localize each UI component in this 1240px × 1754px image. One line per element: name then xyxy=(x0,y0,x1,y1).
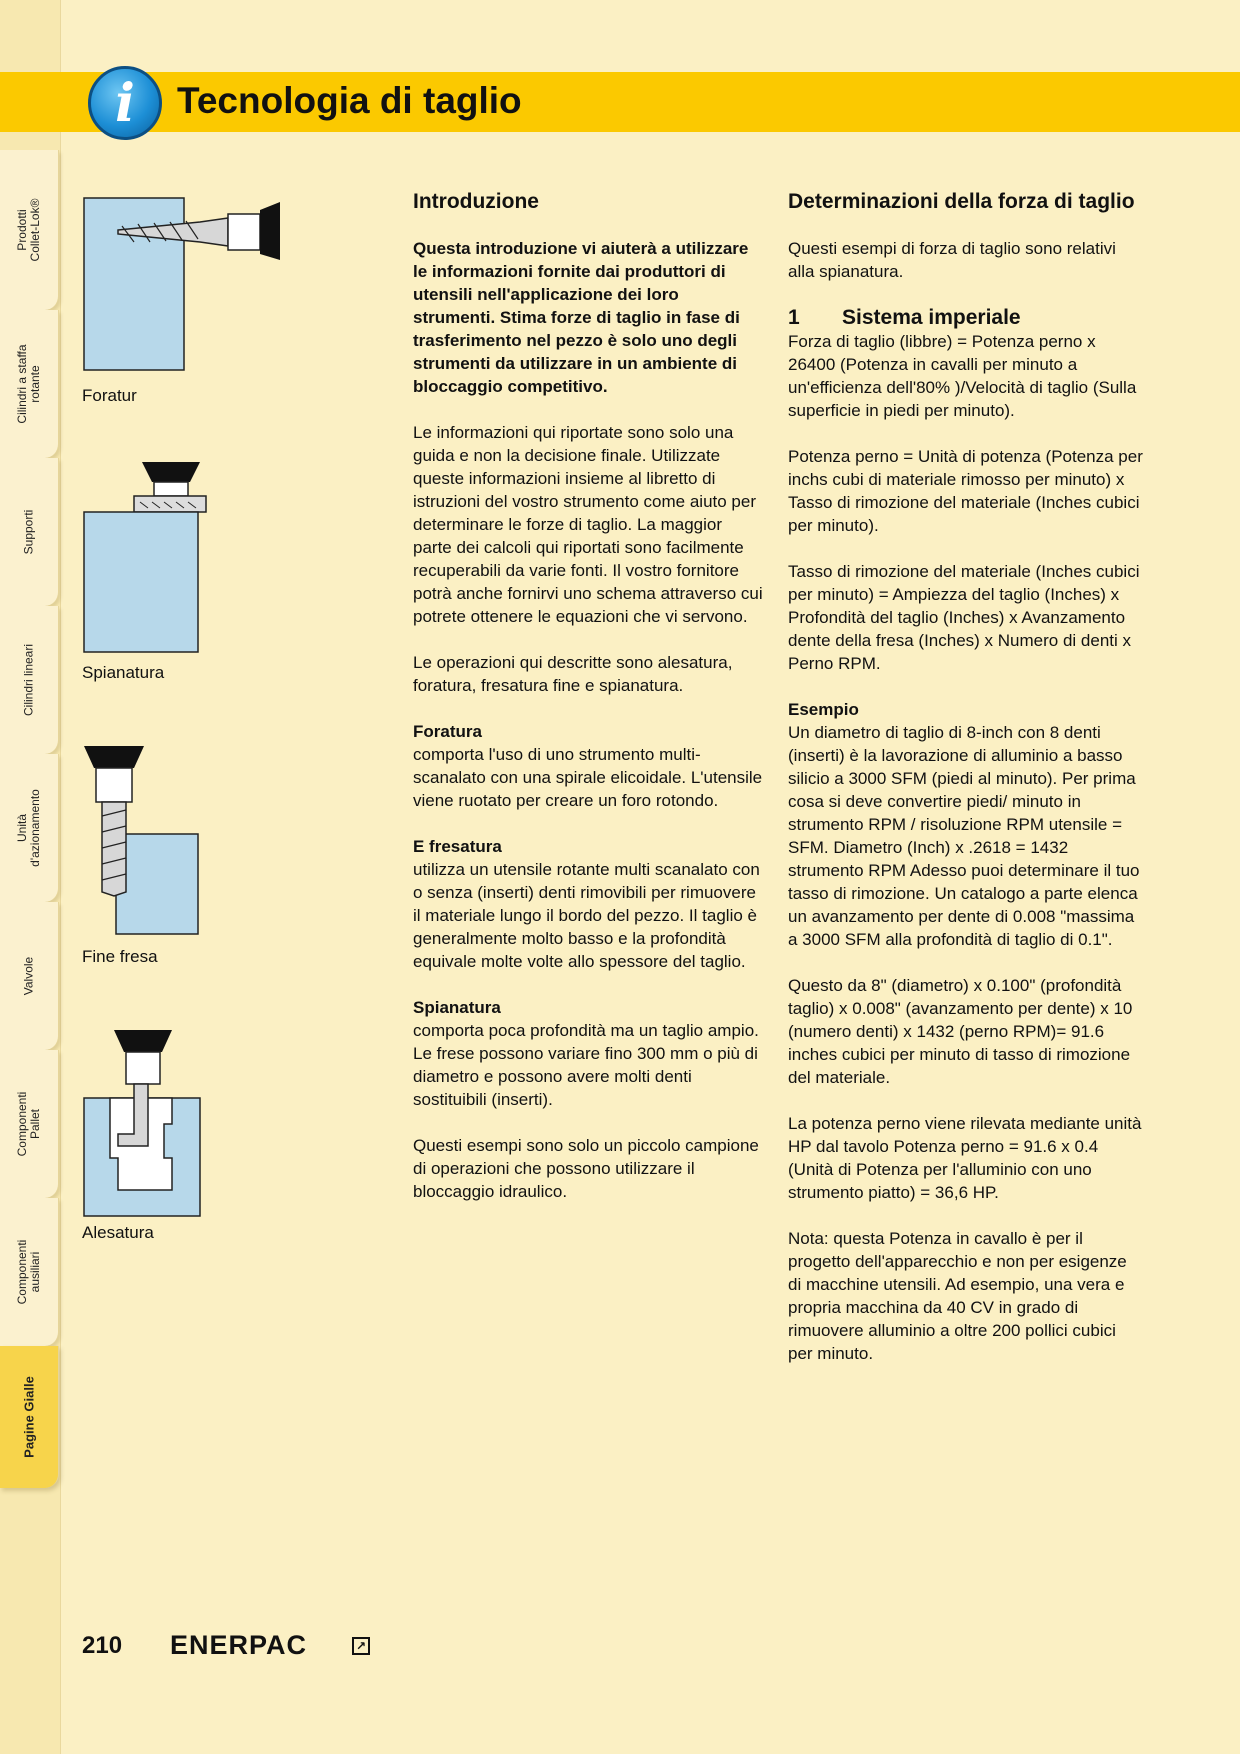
intro-paragraph: Le informazioni qui riportate sono solo una guida e non la decisione finale. Utilizzate queste informazioni insieme al libretto di istruzioni del vostro strumento come aiuto per determinare le forze di taglio. La maggior parte dei calcoli qui riportati sono facilmente recuperabili da varie fonti. Il vostro fornitore potrà anche fornirvi uno schema attraverso cui potrete ottenere le equazioni che vi servono. xyxy=(413,423,763,626)
facing-illustration xyxy=(82,460,222,655)
introduction-column xyxy=(413,190,763,1226)
tab-label: Cilindri a staffa rotante xyxy=(15,344,42,424)
tab-cilindri-lineari[interactable] xyxy=(0,606,59,754)
cutting-force-intro: Questi esempi di forza di taglio sono relativi alla spianatura. xyxy=(788,239,1116,281)
introduction-heading: Introduzione xyxy=(413,190,539,213)
example-text: Un diametro di taglio di 8-inch con 8 denti (inserti) è la lavorazione di alluminio a basso silicio a 3000 SFM (piedi al minuto). Per prima cosa si deve convertire piedi/ minuto in strumento RPM / risoluzione RPM utensile = SFM. Diametro (Inch) x .2618 = 1432 strumento RPM Adesso puoi determinare il tuo tasso di rimozione. Un catalogo a parte elenca un avanzamento per dente di 0.008 "massima a 3000 SFM alla profondità di taglio di 0.1". xyxy=(788,723,1140,949)
tab-strip-divider xyxy=(60,0,61,1754)
tab-pagine-gialle[interactable] xyxy=(0,1346,59,1488)
label-fine-fresa: Fine fresa xyxy=(82,947,158,966)
tab-prodotti-collet-lok[interactable] xyxy=(0,150,59,310)
spianatura-text: comporta poca profondità ma un taglio ampio. Le frese possono variare fino 300 mm o più di diametro e possono avere molti denti sostituibili (inserti). xyxy=(413,1021,759,1109)
spindle-power-result: La potenza perno viene rilevata mediante unità HP dal tavolo Potenza perno = 91.6 x 0.4 (Unità di Potenza per l'alluminio con uno strumento piatto) = 36,6 HP. xyxy=(788,1114,1142,1202)
boring-illustration xyxy=(82,1028,207,1220)
tab-label: Prodotti Collet-Lok® xyxy=(15,198,42,262)
section-title: Sistema imperiale xyxy=(842,306,1021,329)
removal-rate-formula: Tasso di rimozione del materiale (Inches cubici per minuto) = Ampiezza del taglio (Inches) x Profondità del taglio (Inches) x Avanzamento dente della fresa (Inches) x Numero di denti x Perno RPM. xyxy=(788,562,1140,673)
tab-label: Valvole xyxy=(21,956,36,996)
cutting-force-formula: Forza di taglio (libbre) = Potenza perno x 26400 (Potenza in cavalli per minuto a un'efficienza dell'80% )/Velocità di taglio (Sulla superficie in piedi per minuto). xyxy=(788,332,1137,420)
tab-supporti[interactable] xyxy=(0,458,59,606)
fresatura-title: E fresatura xyxy=(413,837,502,856)
tab-componenti-pallet[interactable] xyxy=(0,1050,59,1198)
example-section xyxy=(788,698,1143,951)
info-icon: i xyxy=(88,66,162,140)
note-paragraph: Nota: questa Potenza in cavallo è per il progetto dell'apparecchio e non per esigenze di macchine utensili. Ad esempio, una vera e propria macchina da 40 CV in grado di rimuovere alluminio a oltre 200 pollici cubici per minuto. xyxy=(788,1229,1127,1363)
fresatura-section xyxy=(413,835,763,973)
fresatura-text: utilizza un utensile rotante multi scanalato con o senza (inserti) denti rimovibili per rimuovere il materiale lungo il bordo del pezzo. Il taglio è generalmente molto basso e la profondità equivale molte volte allo spessore del taglio. xyxy=(413,860,760,971)
tab-label: Componenti ausiliari xyxy=(15,1239,42,1305)
cutting-force-heading: Determinazioni della forza di taglio xyxy=(788,190,1135,213)
tab-componenti-ausiliari[interactable] xyxy=(0,1198,59,1346)
cutting-force-column xyxy=(788,190,1143,1388)
enerpac-logo: ENERPAC xyxy=(170,1630,308,1660)
example-title: Esempio xyxy=(788,700,859,719)
foratura-text: comporta l'uso di uno strumento multi-scanalato con una spirale elicoidale. L'utensile viene ruotato per creare un foro rotondo. xyxy=(413,745,763,810)
section-number: 1 xyxy=(788,306,800,329)
spianatura-section xyxy=(413,996,763,1111)
drilling-illustration xyxy=(82,196,282,371)
external-link-icon: ↗ xyxy=(352,1637,370,1655)
tab-cilindri-staffa-rotante[interactable] xyxy=(0,310,59,458)
label-spianatura: Spianatura xyxy=(82,663,165,682)
page-number: 210 xyxy=(82,1632,123,1659)
example-calculation: Questo da 8" (diametro) x 0.100" (profondità taglio) x 0.008" (avanzamento per dente) x 10 (numero denti) x 1432 (perno RPM)= 91.6 inches cubici per minuto di tasso di rimozione del materiale. xyxy=(788,976,1133,1087)
page-title: Tecnologia di taglio xyxy=(177,80,522,121)
tab-label: Supporti xyxy=(21,509,36,555)
intro-bold-paragraph: Questa introduzione vi aiuterà a utilizzare le informazioni fornite dai produttori di utensili nell'applicazione dei loro strumenti. Stima forze di taglio in fase di trasferimento nel pezzo è solo uno degli strumenti da utilizzare in un ambiente di bloccaggio competitivo. xyxy=(413,239,749,396)
end-mill-illustration xyxy=(82,744,202,936)
spianatura-title: Spianatura xyxy=(413,998,501,1017)
tab-label: Cilindri lineari xyxy=(21,643,36,717)
imperial-system-heading xyxy=(788,306,1143,330)
tab-label: Pagine Gialle xyxy=(21,1376,37,1458)
tab-label: Unità d'azionamento xyxy=(15,789,42,867)
tab-unita-azionamento[interactable] xyxy=(0,754,59,902)
foratura-section xyxy=(413,720,763,812)
tab-label: Componenti Pallet xyxy=(15,1091,42,1157)
spindle-power-formula: Potenza perno = Unità di potenza (Potenza per inchs cubi di materiale rimosso per minuto) x Tasso di rimozione del materiale (Inches cubici per minuto). xyxy=(788,447,1143,535)
label-foratur: Foratur xyxy=(82,386,137,405)
tab-valvole[interactable] xyxy=(0,902,59,1050)
label-alesatura: Alesatura xyxy=(82,1223,154,1242)
operations-paragraph: Le operazioni qui descritte sono alesatura, foratura, fresatura fine e spianatura. xyxy=(413,653,733,695)
closing-paragraph: Questi esempi sono solo un piccolo campione di operazioni che possono utilizzare il bloccaggio idraulico. xyxy=(413,1136,759,1201)
foratura-title: Foratura xyxy=(413,722,482,741)
